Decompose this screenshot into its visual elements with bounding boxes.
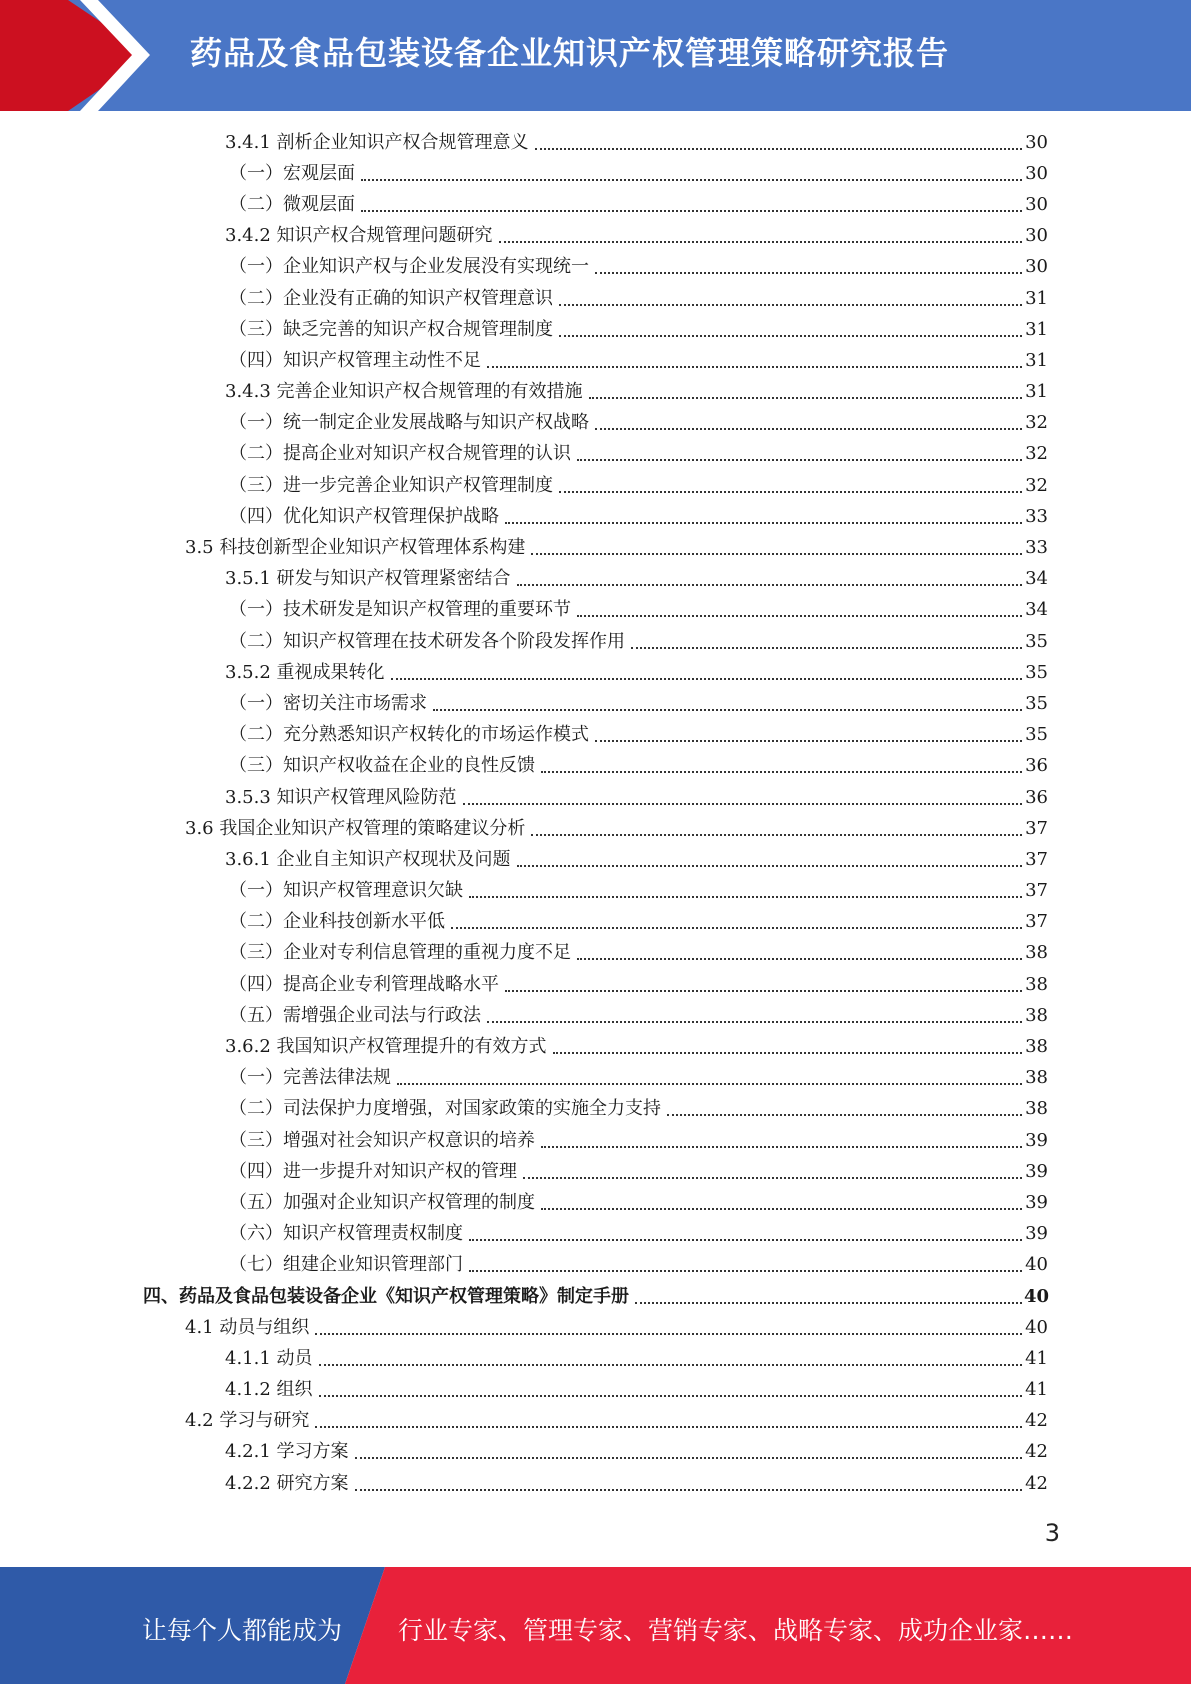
toc-dot-leader — [577, 459, 1022, 461]
toc-entry-label: 4.1 动员与组织 — [185, 1316, 310, 1338]
toc-entry[interactable] — [0, 252, 1048, 283]
toc-dot-leader — [505, 522, 1022, 524]
page-footer — [0, 1567, 1191, 1684]
toc-dot-leader — [535, 148, 1022, 150]
toc-entry[interactable] — [0, 751, 1048, 782]
toc-entry-label: （一）企业知识产权与企业发展没有实现统一 — [229, 256, 589, 278]
toc-entry[interactable] — [0, 408, 1048, 439]
toc-entry-page: 37 — [1025, 848, 1048, 870]
toc-entry-page: 39 — [1025, 1191, 1048, 1213]
toc-entry-page: 30 — [1025, 225, 1048, 247]
toc-entry-page: 39 — [1025, 1129, 1048, 1151]
toc-dot-leader — [541, 1146, 1022, 1148]
toc-entry-page: 32 — [1025, 412, 1048, 434]
toc-entry-page: 35 — [1025, 724, 1048, 746]
toc-entry-page: 34 — [1025, 599, 1048, 621]
toc-entry-page: 34 — [1025, 568, 1048, 590]
toc-dot-leader — [541, 771, 1022, 773]
toc-entry[interactable] — [0, 1375, 1048, 1406]
toc-dot-leader — [315, 1333, 1022, 1335]
toc-entry-label: （四）进一步提升对知识产权的管理 — [229, 1160, 517, 1182]
toc-entry-page: 38 — [1025, 942, 1048, 964]
toc-entry-page: 42 — [1025, 1472, 1048, 1494]
toc-entry-label: （二）知识产权管理在技术研发各个阶段发挥作用 — [229, 630, 625, 652]
toc-entry[interactable] — [0, 1219, 1048, 1250]
toc-entry[interactable] — [0, 844, 1048, 875]
toc-entry[interactable] — [0, 876, 1048, 907]
toc-entry-page: 31 — [1025, 318, 1048, 340]
toc-entry[interactable] — [0, 907, 1048, 938]
toc-dot-leader — [469, 1239, 1022, 1241]
toc-entry[interactable] — [0, 1125, 1048, 1156]
toc-entry[interactable] — [0, 377, 1048, 408]
toc-entry[interactable] — [0, 532, 1048, 563]
toc-dot-leader — [397, 1083, 1022, 1085]
toc-entry-page: 36 — [1025, 786, 1048, 808]
toc-dot-leader — [487, 366, 1022, 368]
toc-entry-label: （四）提高企业专利管理战略水平 — [229, 973, 499, 995]
toc-dot-leader — [469, 1270, 1022, 1272]
toc-entry[interactable] — [0, 221, 1048, 252]
toc-entry-page: 42 — [1025, 1410, 1048, 1432]
toc-entry-label: （六）知识产权管理责权制度 — [229, 1223, 463, 1245]
toc-entry[interactable] — [0, 782, 1048, 813]
toc-entry-label: （三）知识产权收益在企业的良性反馈 — [229, 755, 535, 777]
toc-entry-page: 40 — [1024, 1285, 1050, 1307]
toc-entry-label: 3.6.2 我国知识产权管理提升的有效方式 — [225, 1036, 547, 1058]
toc-dot-leader — [355, 1489, 1022, 1491]
toc-entry-label: （三）企业对专利信息管理的重视力度不足 — [229, 942, 571, 964]
toc-entry-page: 38 — [1025, 973, 1048, 995]
toc-entry-label: 3.6.1 企业自主知识产权现状及问题 — [225, 848, 511, 870]
toc-dot-leader — [391, 678, 1022, 680]
toc-entry[interactable] — [0, 1250, 1048, 1281]
toc-dot-leader — [469, 896, 1022, 898]
toc-entry[interactable] — [0, 345, 1048, 376]
toc-entry[interactable] — [0, 1063, 1048, 1094]
toc-entry-label: （二）充分熟悉知识产权转化的市场运作模式 — [229, 724, 589, 746]
toc-entry-label: （四）优化知识产权管理保护战略 — [229, 505, 499, 527]
toc-entry[interactable] — [0, 439, 1048, 470]
toc-entry-label: （三）增强对社会知识产权意识的培养 — [229, 1129, 535, 1151]
toc-dot-leader — [451, 927, 1022, 929]
toc-entry-page: 39 — [1025, 1223, 1048, 1245]
toc-dot-leader — [361, 179, 1022, 181]
toc-dot-leader — [559, 304, 1022, 306]
toc-entry-page: 30 — [1025, 193, 1048, 215]
toc-entry-label: （一）技术研发是知识产权管理的重要环节 — [229, 599, 571, 621]
toc-entry-page: 33 — [1025, 505, 1048, 527]
toc-dot-leader — [559, 335, 1022, 337]
toc-entry-page: 42 — [1025, 1441, 1048, 1463]
toc-entry-page: 37 — [1025, 880, 1048, 902]
toc-entry-page: 33 — [1025, 537, 1048, 559]
footer-slogan-left: 让每个人都能成为 — [142, 1616, 343, 1645]
toc-entry-label: （二）企业没有正确的知识产权管理意识 — [229, 287, 553, 309]
toc-entry-page: 36 — [1025, 755, 1048, 777]
toc-entry-label: （三）进一步完善企业知识产权管理制度 — [229, 474, 553, 496]
toc-entry[interactable] — [0, 127, 1048, 158]
toc-entry[interactable] — [0, 595, 1048, 626]
toc-dot-leader — [463, 803, 1022, 805]
toc-entry[interactable] — [0, 1468, 1048, 1499]
toc-dot-leader — [361, 210, 1022, 212]
toc-entry[interactable] — [0, 626, 1048, 657]
toc-dot-leader — [517, 584, 1022, 586]
toc-dot-leader — [577, 615, 1022, 617]
footer-slogan-right: 行业专家、管理专家、营销专家、战略专家、成功企业家…… — [398, 1616, 1074, 1645]
toc-entry-label: （二）微观层面 — [229, 193, 355, 215]
toc-entry[interactable] — [0, 1094, 1048, 1125]
toc-entry-page: 40 — [1025, 1316, 1048, 1338]
toc-dot-leader — [433, 709, 1022, 711]
toc-entry-label: 4.2.2 研究方案 — [225, 1472, 349, 1494]
toc-dot-leader — [577, 958, 1022, 960]
toc-entry-label: （一）密切关注市场需求 — [229, 692, 427, 714]
toc-entry-page: 38 — [1025, 1036, 1048, 1058]
toc-dot-leader — [595, 272, 1022, 274]
toc-entry-page: 41 — [1025, 1379, 1048, 1401]
toc-entry-page: 37 — [1025, 911, 1048, 933]
toc-entry[interactable] — [0, 1406, 1048, 1437]
toc-entry-label: 四、药品及食品包装设备企业《知识产权管理策略》制定手册 — [143, 1285, 629, 1307]
toc-entry-page: 30 — [1025, 131, 1048, 153]
toc-entry-page: 38 — [1025, 1004, 1048, 1026]
toc-entry[interactable] — [0, 720, 1048, 751]
toc-dot-leader — [505, 990, 1022, 992]
toc-entry[interactable] — [0, 501, 1048, 532]
page-number: 3 — [1044, 1519, 1060, 1547]
toc-entry-label: （一）知识产权管理意识欠缺 — [229, 880, 463, 902]
toc-entry-label: （二）企业科技创新水平低 — [229, 911, 445, 933]
toc-entry-label: 3.5 科技创新型企业知识产权管理体系构建 — [185, 537, 526, 559]
toc-entry[interactable] — [0, 969, 1048, 1000]
toc-entry[interactable] — [0, 813, 1048, 844]
toc-entry-label: （一）统一制定企业发展战略与知识产权战略 — [229, 412, 589, 434]
toc-entry-page: 31 — [1025, 287, 1048, 309]
toc-entry-label: 3.5.3 知识产权管理风险防范 — [225, 786, 457, 808]
toc-dot-leader — [589, 397, 1022, 399]
toc-entry-label: 3.4.3 完善企业知识产权合规管理的有效措施 — [225, 381, 583, 403]
toc-entry-page: 32 — [1025, 474, 1048, 496]
toc-entry-label: 4.1.2 组织 — [225, 1379, 313, 1401]
toc-entry-label: 3.6 我国企业知识产权管理的策略建议分析 — [185, 817, 526, 839]
toc-dot-leader — [667, 1114, 1022, 1116]
toc-entry-page: 35 — [1025, 661, 1048, 683]
toc-entry-label: 3.4.1 剖析企业知识产权合规管理意义 — [225, 131, 529, 153]
toc-dot-leader — [517, 865, 1022, 867]
toc-entry[interactable] — [0, 314, 1048, 345]
toc-entry-label: 3.5.2 重视成果转化 — [225, 661, 385, 683]
toc-dot-leader — [487, 1021, 1022, 1023]
toc-entry-page: 40 — [1025, 1254, 1048, 1276]
toc-entry-label: （三）缺乏完善的知识产权合规管理制度 — [229, 318, 553, 340]
toc-entry-label: 4.2.1 学习方案 — [225, 1441, 349, 1463]
toc-entry-label: （七）组建企业知识管理部门 — [229, 1254, 463, 1276]
toc-entry-label: （一）完善法律法规 — [229, 1067, 391, 1089]
toc-entry[interactable] — [0, 688, 1048, 719]
toc-entry[interactable] — [0, 564, 1048, 595]
toc-entry-page: 35 — [1025, 630, 1048, 652]
toc-entry[interactable] — [0, 1156, 1048, 1187]
toc-dot-leader — [595, 428, 1022, 430]
toc-entry[interactable] — [0, 657, 1048, 688]
toc-entry[interactable] — [0, 158, 1048, 189]
toc-entry[interactable] — [0, 1437, 1048, 1468]
toc-entry[interactable] — [0, 189, 1048, 220]
toc-dot-leader — [541, 1208, 1022, 1210]
toc-dot-leader — [631, 647, 1022, 649]
toc-entry-page: 38 — [1025, 1098, 1048, 1120]
toc-entry[interactable] — [0, 470, 1048, 501]
toc-entry-label: （五）需增强企业司法与行政法 — [229, 1004, 481, 1026]
toc-entry-page: 38 — [1025, 1067, 1048, 1089]
toc-entry-page: 30 — [1025, 162, 1048, 184]
toc-entry[interactable] — [0, 1312, 1048, 1343]
toc-entry[interactable] — [0, 1281, 1048, 1312]
toc-entry-page: 31 — [1025, 349, 1048, 371]
toc-entry-page: 37 — [1025, 817, 1048, 839]
toc-dot-leader — [635, 1302, 1022, 1304]
toc-dot-leader — [559, 491, 1022, 493]
toc-entry[interactable] — [0, 283, 1048, 314]
toc-entry-label: （二）提高企业对知识产权合规管理的认识 — [229, 443, 571, 465]
toc-dot-leader — [355, 1457, 1022, 1459]
toc-entry[interactable] — [0, 938, 1048, 969]
toc-entry-label: （二）司法保护力度增强，对国家政策的实施全力支持 — [229, 1098, 661, 1120]
toc-entry-page: 35 — [1025, 692, 1048, 714]
toc-entry-page: 30 — [1025, 256, 1048, 278]
toc-dot-leader — [553, 1052, 1022, 1054]
header-title: 药品及食品包装设备企业知识产权管理策略研究报告 — [190, 34, 950, 72]
toc-dot-leader — [319, 1395, 1022, 1397]
toc-entry[interactable] — [0, 1343, 1048, 1374]
toc-entry-label: （四）知识产权管理主动性不足 — [229, 349, 481, 371]
toc-entry-label: 4.1.1 动员 — [225, 1347, 313, 1369]
toc-dot-leader — [531, 553, 1022, 555]
page-header — [0, 0, 1191, 111]
toc-entry-label: （一）宏观层面 — [229, 162, 355, 184]
toc-entry[interactable] — [0, 1031, 1048, 1062]
toc-entry[interactable] — [0, 1000, 1048, 1031]
toc-dot-leader — [315, 1426, 1022, 1428]
toc-entry-page: 41 — [1025, 1347, 1048, 1369]
toc-entry-page: 31 — [1025, 381, 1048, 403]
toc-entry-page: 39 — [1025, 1160, 1048, 1182]
toc-entry-label: 3.4.2 知识产权合规管理问题研究 — [225, 225, 493, 247]
toc-entry[interactable] — [0, 1187, 1048, 1218]
toc-dot-leader — [595, 740, 1022, 742]
toc-dot-leader — [499, 241, 1022, 243]
toc-dot-leader — [523, 1177, 1022, 1179]
toc-entry-label: 3.5.1 研发与知识产权管理紧密结合 — [225, 568, 511, 590]
table-of-contents — [0, 127, 1191, 1499]
toc-dot-leader — [319, 1364, 1022, 1366]
toc-entry-label: （五）加强对企业知识产权管理的制度 — [229, 1191, 535, 1213]
toc-entry-page: 32 — [1025, 443, 1048, 465]
toc-dot-leader — [531, 834, 1022, 836]
toc-entry-label: 4.2 学习与研究 — [185, 1410, 310, 1432]
